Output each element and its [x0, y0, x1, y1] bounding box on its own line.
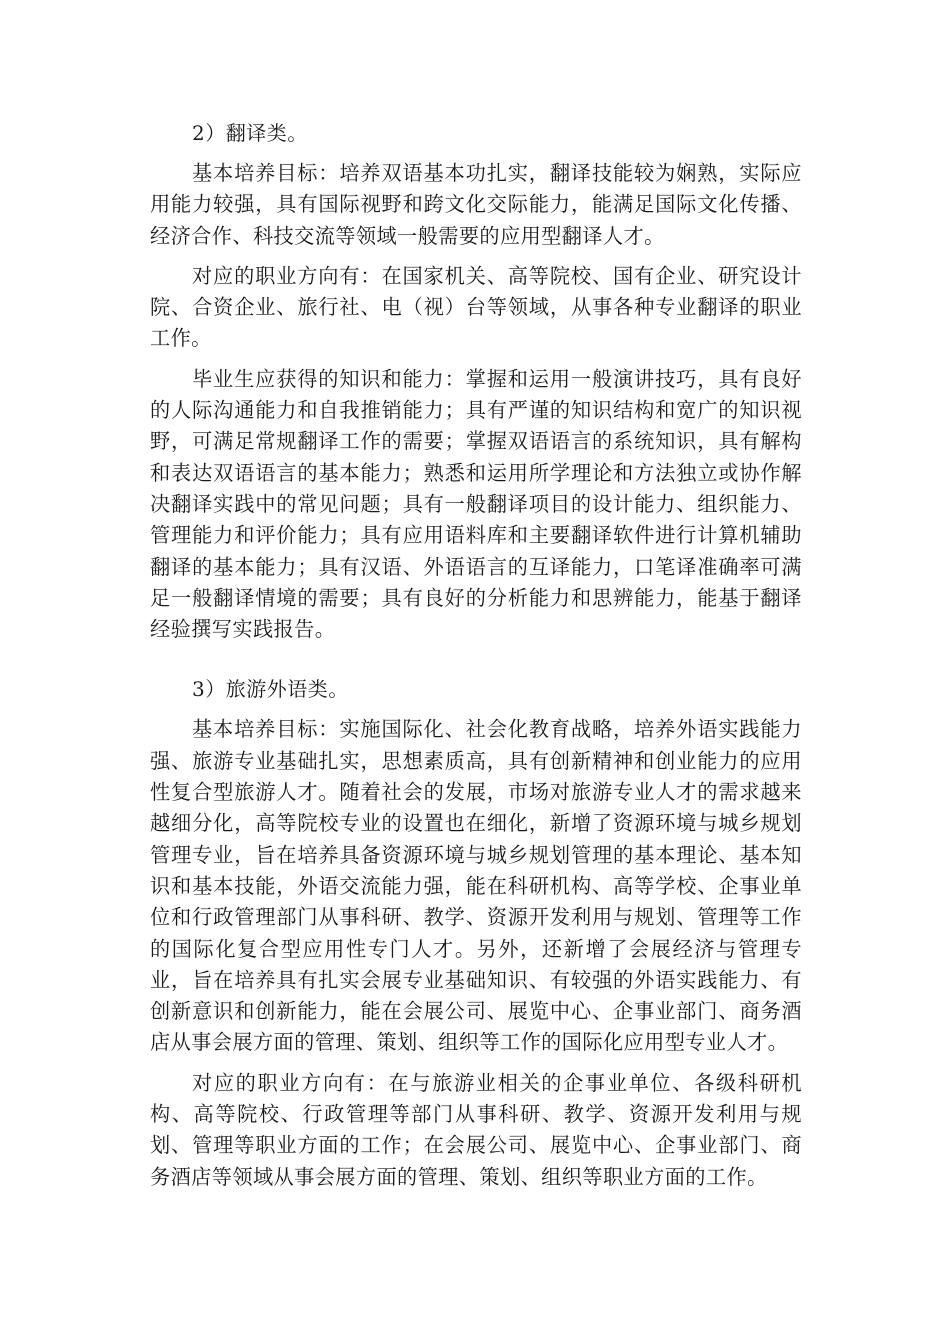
paragraph-career-direction: 对应的职业方向有：在国家机关、高等院校、国有企业、研究设计院、合资企业、旅行社、电（视）台等领域，从事各种专业翻译的职业工作。 [150, 263, 802, 351]
section-heading: 3）旅游外语类。 [192, 677, 349, 702]
section-spacer [150, 654, 802, 674]
section-translation [150, 118, 802, 645]
section-heading: 2）翻译类。 [192, 121, 308, 145]
paragraph-career-direction: 对应的职业方向有：在与旅游业相关的企事业单位、各级科研机构、高等院校、行政管理等部门从事科研、教学、资源开发利用与规划、管理等职业方面的工作；在会展公司、展览中心、企事业部门、商务酒店等领域从事会展方面的管理、策划、组织等职业方面的工作。 [150, 1070, 802, 1189]
paragraph-knowledge-abilities: 毕业生应获得的知识和能力：掌握和运用一般演讲技巧，具有良好的人际沟通能力和自我推销能力；具有严谨的知识结构和宽广的知识视野，可满足常规翻译工作的需要；掌握双语语言的系统知识，具有解构和表达双语语言的基本能力；熟悉和运用所学理论和方法独立或协作解决翻译实践中的常见问题；具有一般翻译项目的设计能力、组织能力、管理能力和评价能力；具有应用语料库和主要翻译软件进行计算机辅助翻译的基本能力；具有汉语、外语语言的互译能力，口笔译准确率可满足一般翻译情境的需要；具有良好的分析能力和思辨能力，能基于翻译经验撰写实践报告。 [150, 366, 802, 642]
section-tourism-foreign-language [150, 674, 802, 1192]
paragraph-training-goal: 基本培养目标：实施国际化、社会化教育战略，培养外语实践能力强、旅游专业基础扎实，思想素质高，具有创新精神和创业能力的应用性复合型旅游人才。随着社会的发展，市场对旅游专业人才的需求越来越细分化，高等院校专业的设置也在细化，新增了资源环境与城乡规划管理专业，旨在培养具备资源环境与城乡规划管理的基本理论、基本知识和基本技能，外语交流能力强，能在科研机构、高等学校、企事业单位和行政管理部门从事科研、教学、资源开发利用与规划、管理等工作的国际化复合型应用性专门人才。另外，还新增了会展经济与管理专业，旨在培养具有扎实会展专业基础知识、有较强的外语实践能力、有创新意识和创新能力，能在会展公司、展览中心、企事业部门、商务酒店从事会展方面的管理、策划、组织等工作的国际化应用型专业人才。 [150, 717, 802, 1055]
document-page [150, 118, 802, 1202]
paragraph-training-goal: 基本培养目标：培养双语基本功扎实，翻译技能较为娴熟，实际应用能力较强，具有国际视野和跨文化交际能力，能满足国际文化传播、经济合作、科技交流等领域一般需要的应用型翻译人才。 [150, 161, 802, 248]
